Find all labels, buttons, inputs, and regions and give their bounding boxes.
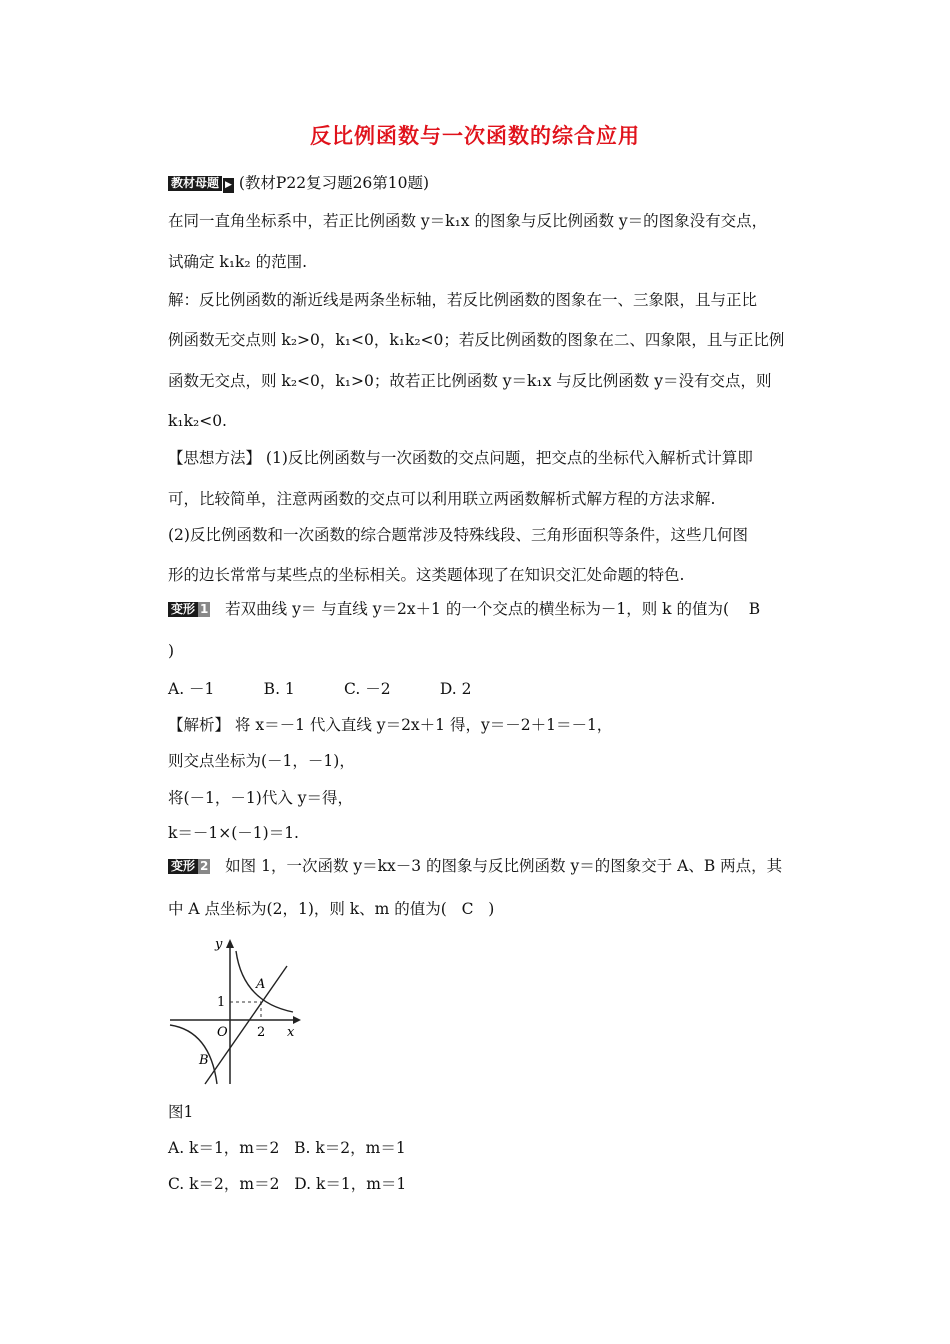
hyperbola-branch: [170, 1025, 217, 1084]
problem-line: 在同一直角坐标系中，若正比例函数 y＝k₁x 的图象与反比例函数 y＝的图象没有交点，: [168, 212, 768, 230]
point-b-label: B: [199, 1053, 209, 1068]
variant-tag: 变形: [168, 859, 198, 874]
variant-number: 1: [200, 602, 209, 616]
variant-tag: 变形: [168, 602, 198, 617]
variant2-question-cont: 中 A 点坐标为(2，1)，则 k、m 的值为( C ): [168, 900, 495, 918]
source-line: [168, 172, 808, 194]
tick-label-2: 2: [257, 1025, 266, 1040]
point-a-label: A: [256, 977, 266, 992]
variant-number: 2: [200, 859, 209, 873]
problem-line: 试确定 k₁k₂ 的范围.: [168, 253, 307, 271]
analysis-line: 则交点坐标为(－1，－1)，: [168, 752, 355, 770]
variant2-options: C. k＝2，m＝2 D. k＝1，m＝1: [168, 1175, 407, 1193]
answer: B: [748, 600, 761, 618]
solution-line: k₁k₂<0.: [168, 412, 227, 430]
method-line: 可，比较简单，注意两函数的交点可以利用联立两函数解析式解方程的方法求解.: [168, 490, 716, 508]
y-label: y: [215, 937, 223, 952]
method-line: (2)反比例函数和一次函数的综合题常涉及特殊线段、三角形面积等条件，这些几何图: [168, 526, 748, 544]
origin-label: O: [217, 1025, 228, 1040]
textbook-tag: 教材母题: [168, 176, 222, 191]
x-axis-arrow-icon: [293, 1016, 301, 1024]
solution-line: 函数无交点，则 k₂<0，k₁>0；故若正比例函数 y＝k₁x 与反比例函数 y＝没有交点，则: [168, 372, 772, 390]
analysis-line: 将(－1，－1)代入 y＝得，: [168, 789, 354, 807]
variant1-options: A. －1 B. 1 C. －2 D. 2: [168, 680, 472, 698]
function-graph-figure: [165, 936, 305, 1086]
source-text: (教材P22复习题26第10题): [238, 174, 430, 192]
x-label: x: [287, 1025, 295, 1040]
variant1-question: [168, 598, 808, 620]
variant2-question: [168, 855, 808, 877]
question-text: 若双曲线 y＝ 与直线 y＝2x＋1 的一个交点的横坐标为－1，则 k 的值为(: [225, 600, 729, 618]
variant2-options: A. k＝1，m＝2 B. k＝2，m＝1: [168, 1139, 406, 1157]
method-line: 【思想方法】 (1)反比例函数与一次函数的交点问题，把交点的坐标代入解析式计算即: [168, 449, 753, 467]
variant1-close: ): [168, 642, 175, 660]
page-title: 反比例函数与一次函数的综合应用: [310, 123, 640, 148]
analysis-line: 【解析】 将 x＝－1 代入直线 y＝2x＋1 得，y＝－2＋1＝－1，: [168, 716, 613, 734]
solution-line: 例函数无交点则 k₂>0，k₁<0，k₁k₂<0；若反比例函数的图象在二、四象限，且与正比例: [168, 331, 785, 349]
analysis-line: k＝－1×(－1)＝1.: [168, 824, 299, 842]
method-line: 形的边长常常与某些点的坐标相关。这类题体现了在知识交汇处命题的特色.: [168, 566, 685, 584]
figure-caption: 图1: [168, 1103, 194, 1121]
arrow-icon: ▶: [223, 178, 234, 193]
y-axis-arrow-icon: [226, 939, 234, 948]
tick-label-1: 1: [217, 995, 226, 1010]
solution-line: 解：反比例函数的渐近线是两条坐标轴，若反比例函数的图象在一、三象限，且与正比: [168, 291, 758, 309]
question-text: 如图 1，一次函数 y＝kx－3 的图象与反比例函数 y＝的图象交于 A、B 两点，其: [225, 857, 783, 875]
